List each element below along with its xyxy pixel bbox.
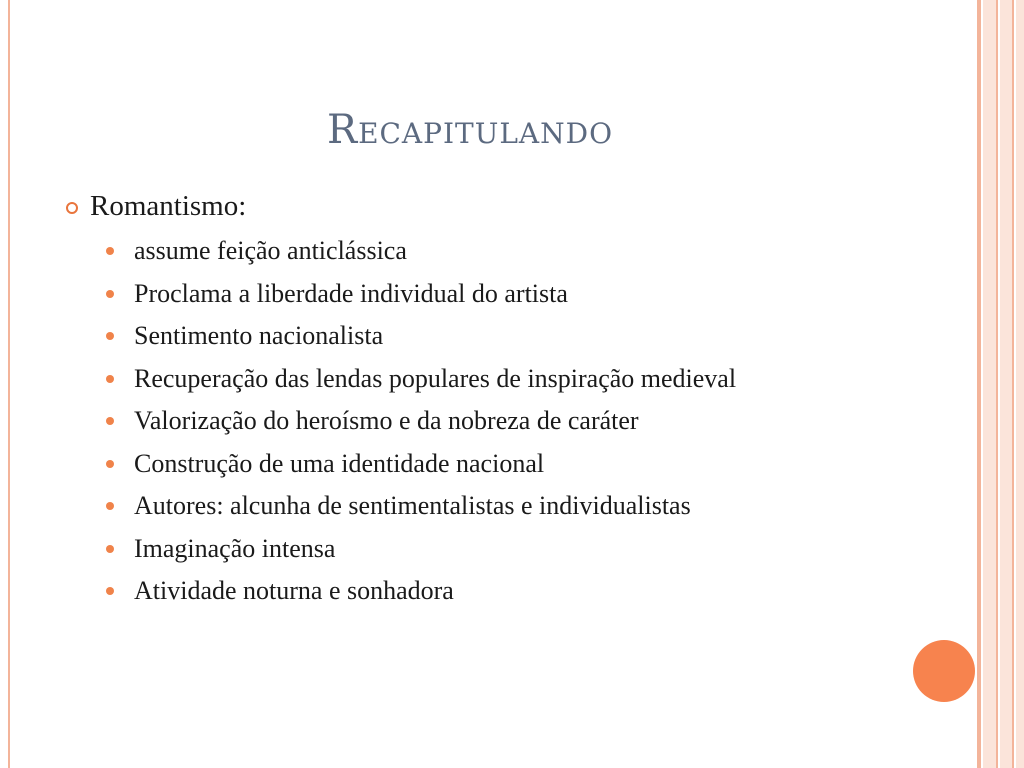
bullet-item <box>106 277 866 311</box>
bullet-text: assume feição anticlássica <box>134 236 407 265</box>
ring-bullet-icon <box>66 202 78 214</box>
decorative-circle <box>913 640 975 702</box>
bullet-item <box>106 362 866 396</box>
bullet-dot-icon <box>106 460 114 468</box>
stripe <box>1000 0 1012 768</box>
bullet-dot-icon <box>106 502 114 510</box>
bullet-dot-icon <box>106 375 114 383</box>
bullet-text: Valorização do heroísmo e da nobreza de caráter <box>134 406 639 435</box>
bullet-text: Autores: alcunha de sentimentalistas e individualistas <box>134 491 691 520</box>
bullet-list <box>106 234 866 617</box>
bullet-dot-icon <box>106 290 114 298</box>
stripe <box>983 0 996 768</box>
main-bullet-text: Romantismo: <box>90 190 247 222</box>
bullet-item <box>106 574 866 608</box>
bullet-dot-icon <box>106 417 114 425</box>
bullet-text: Proclama a liberdade individual do artista <box>134 278 568 308</box>
bullet-dot-icon <box>106 545 114 553</box>
bullet-text: Sentimento nacionalista <box>134 321 384 350</box>
bullet-dot-icon <box>106 247 114 255</box>
stripe <box>1016 0 1024 768</box>
bullet-text: Atividade noturna e sonhadora <box>134 576 454 605</box>
bullet-dot-icon <box>106 332 114 340</box>
decorative-stripes <box>979 0 1024 768</box>
main-bullet <box>66 190 246 223</box>
bullet-item <box>106 319 866 353</box>
bullet-text: Construção de uma identidade nacional <box>134 448 545 478</box>
bullet-item <box>106 532 866 566</box>
slide-title: Recapitulando <box>326 107 614 153</box>
bullet-item <box>106 404 866 438</box>
bullet-dot-icon <box>106 587 114 595</box>
bullet-item <box>106 447 866 481</box>
stripe <box>1012 0 1014 768</box>
stripe <box>979 0 981 768</box>
bullet-text: Imaginação intensa <box>134 533 336 563</box>
stripe <box>996 0 998 768</box>
bullet-item <box>106 489 866 523</box>
bullet-item <box>106 234 866 268</box>
bullet-text: Recuperação das lendas populares de inspiração medieval <box>134 363 737 393</box>
